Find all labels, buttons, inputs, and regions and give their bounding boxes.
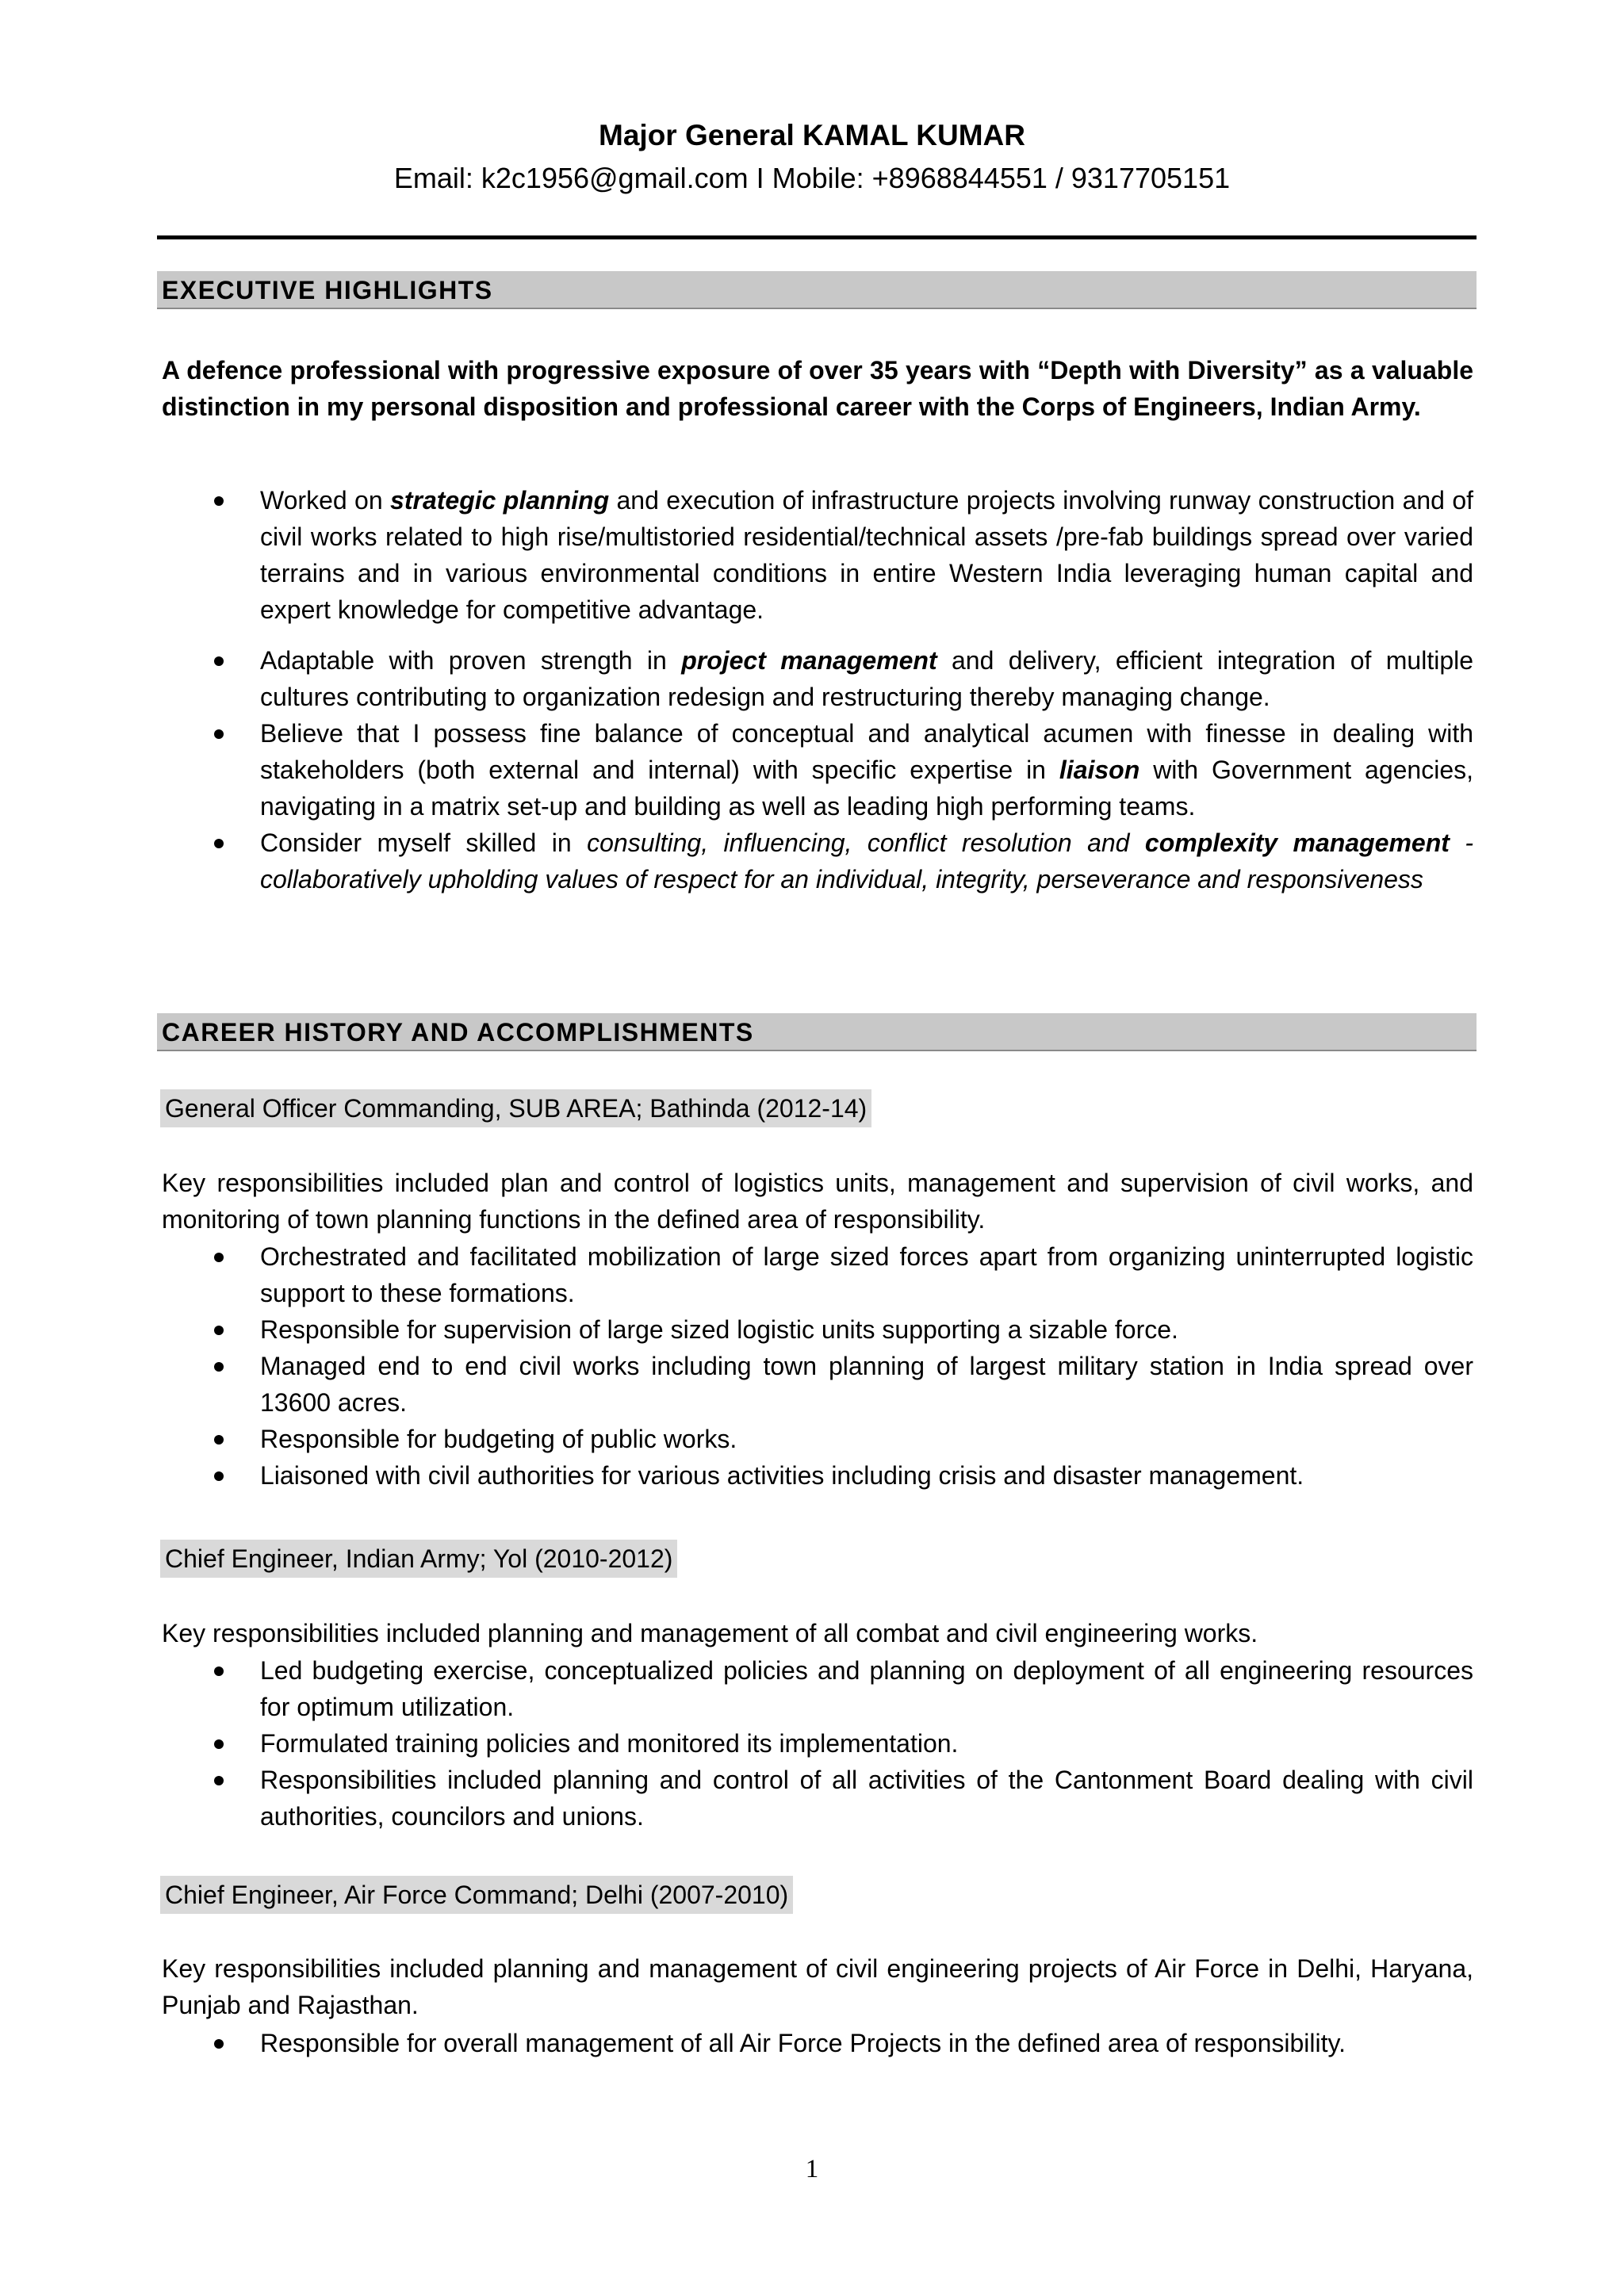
bullet-icon: [214, 2039, 224, 2049]
bullet-icon: [214, 729, 224, 739]
list-item: Formulated training policies and monitored its implementation.: [162, 1725, 1473, 1762]
section-heading-career: CAREER HISTORY AND ACCOMPLISHMENTS: [157, 1013, 1477, 1051]
section-heading-executive: EXECUTIVE HIGHLIGHTS: [157, 271, 1477, 309]
bullet-icon: [214, 1471, 224, 1481]
executive-bullets: [162, 482, 1473, 897]
role-title: Chief Engineer, Indian Army; Yol (2010-2012): [160, 1540, 677, 1578]
list-item: Consider myself skilled in consulting, influencing, conflict resolution and complexity management - collaboratively upholding values of respect for an individual, integrity, perseverance and responsiveness: [162, 825, 1473, 897]
role-bullets: [162, 2025, 1473, 2061]
list-item: Believe that I possess fine balance of conceptual and analytical acumen with finesse in dealing with stakeholders (both external and internal) with specific expertise in liaison with Government agencies, navigating in a matrix set-up and building as well as leading high performing teams.: [162, 715, 1473, 825]
contact-line: Email: k2c1956@gmail.com I Mobile: +8968844551 / 9317705151: [393, 162, 1231, 194]
bullet-icon: [214, 1667, 224, 1676]
emphasis-text: complexity management: [1144, 828, 1450, 857]
list-item: Responsibilities included planning and control of all activities of the Cantonment Board dealing with civil authorities, councilors and unions.: [162, 1762, 1473, 1835]
bullet-icon: [214, 1739, 224, 1749]
bullet-icon: [214, 1326, 224, 1335]
list-item: Managed end to end civil works including town planning of largest military station in India spread over 13600 acres.: [162, 1348, 1473, 1421]
list-item: Responsible for supervision of large sized logistic units supporting a sizable force.: [162, 1311, 1473, 1348]
role-summary: Key responsibilities included planning and management of civil engineering projects of Air Force in Delhi, Haryana, Punjab and Rajasthan.: [162, 1954, 1473, 2019]
bullet-icon: [214, 1253, 224, 1262]
list-item: Orchestrated and facilitated mobilization of large sized forces apart from organizing uninterrupted logistic support to these formations.: [162, 1238, 1473, 1311]
bullet-icon: [214, 839, 224, 848]
list-item: Worked on strategic planning and execution of infrastructure projects involving runway construction and of civil works related to high rise/multistoried residential/technical assets /pre-fab buildings spread over varied terrains and in various environmental conditions in entire Western India leveraging human capital and expert knowledge for competitive advantage.: [162, 482, 1473, 628]
role-bullets: [162, 1652, 1473, 1835]
list-item: Responsible for overall management of all Air Force Projects in the defined area of responsibility.: [162, 2025, 1473, 2061]
emphasis-text: strategic planning: [390, 486, 610, 515]
candidate-name: Major General KAMAL KUMAR: [599, 119, 1025, 151]
bullet-icon: [214, 656, 224, 666]
page-number: 1: [805, 2155, 819, 2183]
role-bullets: [162, 1238, 1473, 1494]
bullet-icon: [214, 1435, 224, 1445]
emphasis-text: project management: [681, 646, 937, 675]
bullet-icon: [214, 1776, 224, 1785]
role-summary: Key responsibilities included planning and management of all combat and civil engineering works.: [162, 1619, 1258, 1647]
role-title: Chief Engineer, Air Force Command; Delhi (2007-2010): [160, 1876, 793, 1914]
executive-intro: A defence professional with progressive exposure of over 35 years with “Depth with Diversity” as a valuable distinction in my personal disposition and professional career with the Corps of Engineers, Indian Army.: [162, 356, 1473, 421]
list-item: Liaisoned with civil authorities for various activities including crisis and disaster management.: [162, 1457, 1473, 1494]
role-title: General Officer Commanding, SUB AREA; Bathinda (2012-14): [160, 1089, 871, 1127]
list-item: Responsible for budgeting of public works.: [162, 1421, 1473, 1457]
role-summary: Key responsibilities included plan and control of logistics units, management and supervision of civil works, and monitoring of town planning functions in the defined area of responsibility.: [162, 1169, 1473, 1234]
list-item: Adaptable with proven strength in project management and delivery, efficient integration of multiple cultures contributing to organization redesign and restructuring thereby managing change.: [162, 642, 1473, 715]
header-rule: [157, 235, 1477, 239]
emphasis-text: liaison: [1059, 756, 1140, 784]
bullet-icon: [214, 496, 224, 506]
bullet-icon: [214, 1362, 224, 1372]
list-item: Led budgeting exercise, conceptualized policies and planning on deployment of all engineering resources for optimum utilization.: [162, 1652, 1473, 1725]
